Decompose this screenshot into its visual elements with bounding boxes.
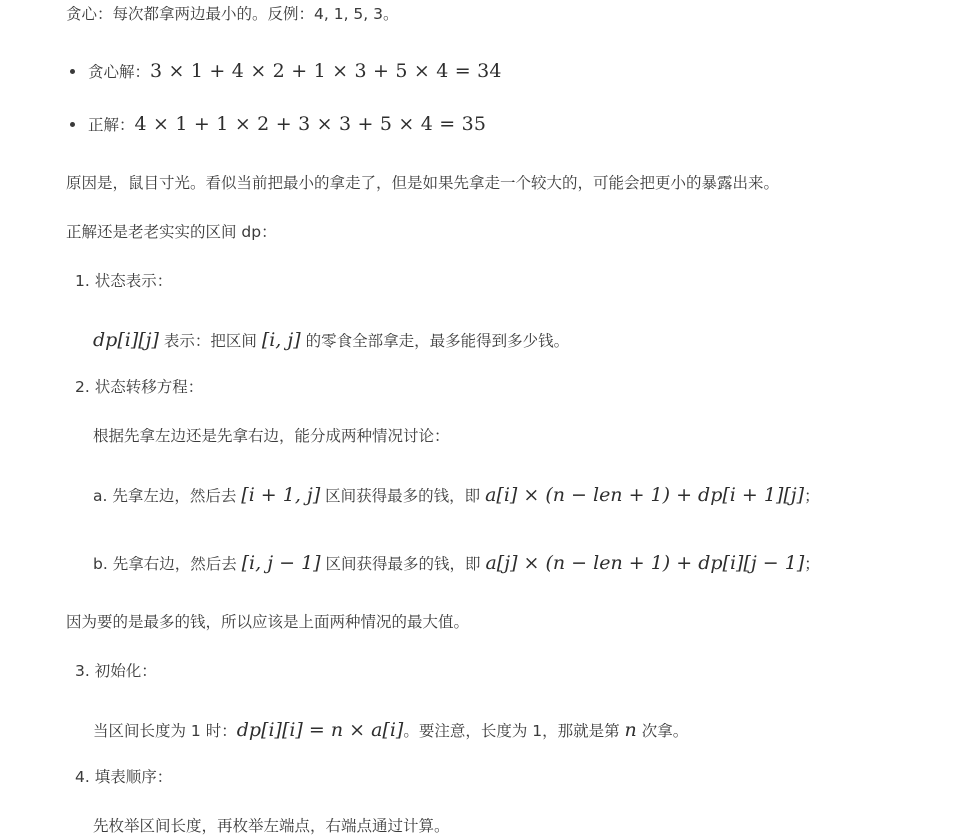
case-b-range: [i, j − 1] [241, 552, 321, 574]
case-a-formula: a[i] × (n − len + 1) + dp[i + 1][j] [485, 484, 805, 506]
bullet-icon [70, 122, 75, 127]
case-a [93, 484, 820, 507]
step-4-body: 先枚举区间长度，再枚举左端点，右端点通过计算。 [93, 817, 450, 835]
greedy-label: 贪心解： [88, 63, 151, 81]
step-number: 2. [75, 378, 90, 396]
range-symbol: [i, j] [261, 329, 301, 351]
step-3-text-c: 次拿。 [636, 722, 689, 740]
step-1-text-a: 表示：把区间 [158, 332, 262, 350]
reason-text: 原因是，鼠目寸光。看似当前把最小的拿走了，但是如果先拿走一个较大的，可能会把更小的暴露出来。 [66, 174, 780, 192]
init-formula: dp[i][i] = n × a[i] [236, 719, 404, 741]
step-2-body: 根据先拿左边还是先拿右边，能分成两种情况讨论： [93, 427, 450, 445]
case-a-prefix: a. 先拿左边，然后去 [93, 487, 242, 505]
case-b-formula: a[j] × (n − len + 1) + dp[i][j − 1] [485, 552, 805, 574]
step-3-text-b: 。要注意，长度为 1，那就是第 [403, 722, 625, 740]
step-number: 4. [75, 768, 90, 786]
case-b-middle: 区间获得最多的钱，即 [320, 555, 486, 573]
bullet-icon [70, 69, 75, 74]
step-4-heading [75, 766, 172, 788]
greedy-item [88, 60, 502, 83]
step-3-body [93, 719, 688, 742]
case-a-suffix: ； [804, 487, 820, 505]
solution-intro: 正解还是老老实实的区间 dp： [66, 223, 277, 241]
case-b-suffix: ； [804, 555, 820, 573]
conclusion-text: 因为要的是最多的钱，所以应该是上面两种情况的最大值。 [66, 613, 470, 631]
step-3-text-a: 当区间长度为 1 时： [93, 722, 237, 740]
dp-symbol: dp[i][j] [93, 329, 159, 351]
step-3-heading [75, 660, 157, 682]
case-b-prefix: b. 先拿右边，然后去 [93, 555, 242, 573]
step-title: 状态表示： [94, 272, 173, 290]
step-1-heading [75, 270, 172, 292]
step-1-text-b: 的零食全部拿走，最多能得到多少钱。 [300, 332, 570, 350]
step-title: 初始化： [94, 662, 157, 680]
case-b [93, 552, 820, 575]
step-number: 1. [75, 272, 90, 290]
case-a-range: [i + 1, j] [241, 484, 321, 506]
intro-text: 贪心：每次都拿两边最小的。反例：4, 1, 5, 3。 [66, 5, 399, 23]
greedy-formula: 3 × 1 + 4 × 2 + 1 × 3 + 5 × 4 = 34 [150, 60, 502, 82]
step-title: 填表顺序： [94, 768, 173, 786]
correct-label: 正解： [88, 116, 135, 134]
correct-formula: 4 × 1 + 1 × 2 + 3 × 3 + 5 × 4 = 35 [134, 113, 487, 135]
n-symbol: n [624, 719, 637, 741]
step-title: 状态转移方程： [94, 378, 204, 396]
step-2-heading [75, 376, 203, 398]
step-1-body [93, 329, 569, 352]
case-a-middle: 区间获得最多的钱，即 [320, 487, 486, 505]
step-number: 3. [75, 662, 90, 680]
correct-item [88, 113, 486, 136]
